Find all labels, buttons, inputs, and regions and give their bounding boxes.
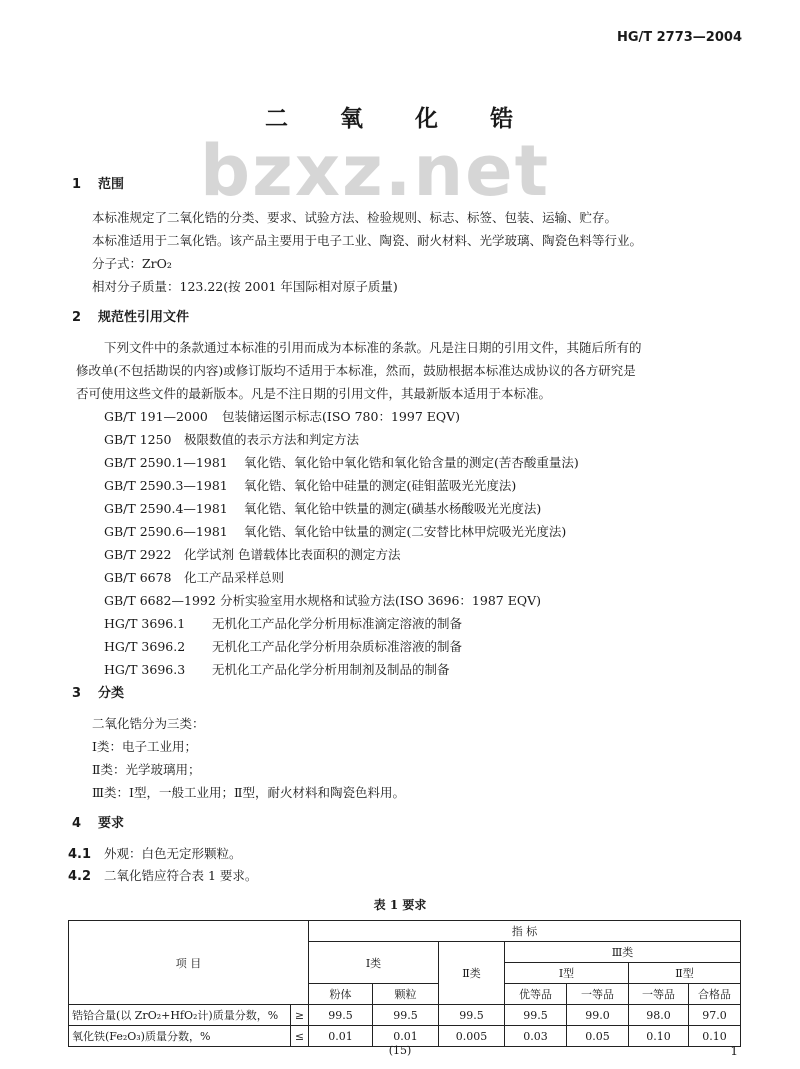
section-2-heading — [72, 306, 189, 325]
table-cell: 0.01 — [309, 1026, 373, 1047]
reference-title: 包装储运图示标志(ISO 780：1997 EQV) — [222, 409, 461, 424]
header-class-3: Ⅲ类 — [505, 942, 741, 963]
header-type-1: Ⅰ型 — [505, 963, 629, 984]
paragraph: 分子式：ZrO₂ — [92, 256, 172, 271]
header-sub: 颗粒 — [373, 984, 439, 1005]
row-item: 锆铪合量(以 ZrO₂+HfO₂计)质量分数，% — [69, 1005, 291, 1026]
row-item: 氧化铁(Fe₂O₃)质量分数，% — [69, 1026, 291, 1047]
reference-code: GB/T 6682—1992 — [104, 593, 216, 608]
section-title: 分类 — [98, 686, 125, 701]
header-sub: 粉体 — [309, 984, 373, 1005]
reference-title: 无机化工产品化学分析用标准滴定溶液的制备 — [212, 616, 463, 631]
reference-item — [104, 637, 462, 655]
clause-text: 二氧化锆应符合表 1 要求。 — [104, 868, 258, 883]
clause-item — [68, 866, 257, 884]
reference-code: HG/T 3696.2 — [104, 639, 186, 654]
table-cell: 99.5 — [309, 1005, 373, 1026]
header-sub: 一等品 — [567, 984, 629, 1005]
header-class-1: Ⅰ类 — [309, 942, 439, 984]
clause-item — [68, 844, 242, 862]
paragraph: 修改单(不包括勘误的内容)或修订版均不适用于本标准，然而，鼓励根据本标准达成协议的各方研究是 — [76, 363, 636, 378]
reference-code: GB/T 2590.1—1981 — [104, 455, 228, 470]
row-comparator: ≤ — [291, 1026, 309, 1047]
section-4-heading — [72, 812, 124, 831]
paragraph: 本标准适用于二氧化锆。该产品主要用于电子工业、陶瓷、耐火材料、光学玻璃、陶瓷色料等行业。 — [92, 233, 643, 248]
table-caption: 表 1 要求 — [373, 898, 427, 912]
paragraph: 相对分子质量：123.22(按 2001 年国际相对原子质量) — [92, 279, 398, 294]
section-title: 范围 — [98, 177, 125, 192]
reference-code: GB/T 1250 — [104, 432, 172, 447]
paragraph: Ⅲ类：Ⅰ型，一般工业用；Ⅱ型，耐火材料和陶瓷色料用。 — [92, 785, 405, 800]
document-title: 二 氧 化 锆 — [264, 105, 536, 132]
reference-code: GB/T 2590.3—1981 — [104, 478, 228, 493]
reference-code: GB/T 2590.6—1981 — [104, 524, 228, 539]
table-cell: 99.5 — [373, 1005, 439, 1026]
reference-title: 氧化锆、氧化铪中硅量的测定(硅钼蓝吸光光度法) — [244, 478, 517, 493]
paragraph: Ⅱ类：光学玻璃用； — [92, 762, 201, 777]
reference-title: 化学试剂 色谱载体比表面积的测定方法 — [184, 547, 401, 562]
paragraph: Ⅰ类：电子工业用； — [92, 739, 197, 754]
table-cell: 99.5 — [439, 1005, 505, 1026]
section-1-heading — [72, 173, 124, 192]
table-header-row — [69, 921, 741, 942]
table-cell: 0.10 — [689, 1026, 741, 1047]
reference-item — [104, 660, 450, 678]
table-cell: 0.10 — [629, 1026, 689, 1047]
table-cell: 97.0 — [689, 1005, 741, 1026]
table-cell: 0.05 — [567, 1026, 629, 1047]
reference-item — [104, 407, 460, 425]
clause-number: 4.1 — [68, 847, 92, 862]
section-title: 要求 — [98, 816, 125, 831]
table-cell: 99.0 — [567, 1005, 629, 1026]
clause-text: 外观：白色无定形颗粒。 — [104, 846, 242, 861]
page-code: (15) — [388, 1044, 412, 1057]
reference-item — [104, 614, 462, 632]
standard-number: HG/T 2773—2004 — [616, 30, 742, 45]
reference-item — [104, 522, 566, 540]
paragraph: 否可使用这些文件的最新版本。凡是不注日期的引用文件，其最新版本适用于本标准。 — [76, 386, 552, 401]
reference-code: HG/T 3696.1 — [104, 616, 186, 631]
reference-title: 氧化锆、氧化铪中钛量的测定(二安替比林甲烷吸光光度法) — [244, 524, 567, 539]
table-cell: 99.5 — [505, 1005, 567, 1026]
reference-item — [104, 499, 541, 517]
page-number: 1 — [730, 1044, 738, 1058]
paragraph: 下列文件中的条款通过本标准的引用而成为本标准的条款。凡是注日期的引用文件，其随后所有的 — [104, 340, 642, 355]
section-title: 规范性引用文件 — [98, 310, 190, 325]
paragraph: 本标准规定了二氧化锆的分类、要求、试验方法、检验规则、标志、标签、包装、运输、贮存。 — [92, 210, 618, 225]
section-number: 1 — [72, 177, 82, 192]
table-row — [69, 1005, 741, 1026]
reference-item — [104, 430, 359, 448]
reference-title: 无机化工产品化学分析用杂质标准溶液的制备 — [212, 639, 463, 654]
reference-title: 极限数值的表示方法和判定方法 — [184, 432, 360, 447]
table-cell: 0.005 — [439, 1026, 505, 1047]
reference-item — [104, 453, 579, 471]
reference-code: GB/T 2922 — [104, 547, 172, 562]
header-sub: 一等品 — [629, 984, 689, 1005]
row-comparator: ≥ — [291, 1005, 309, 1026]
table-cell: 0.03 — [505, 1026, 567, 1047]
reference-title: 分析实验室用水规格和试验方法(ISO 3696：1987 EQV) — [220, 593, 541, 608]
reference-item — [104, 568, 284, 586]
table-cell: 0.01 — [373, 1026, 439, 1047]
reference-title: 氧化锆、氧化铪中铁量的测定(磺基水杨酸吸光光度法) — [244, 501, 542, 516]
header-sub: 优等品 — [505, 984, 567, 1005]
reference-code: GB/T 6678 — [104, 570, 172, 585]
header-type-2: Ⅱ型 — [629, 963, 741, 984]
header-sub: 合格品 — [689, 984, 741, 1005]
reference-item — [104, 545, 400, 563]
requirements-table — [68, 920, 741, 1047]
reference-code: GB/T 2590.4—1981 — [104, 501, 228, 516]
section-3-heading — [72, 682, 124, 701]
reference-title: 无机化工产品化学分析用制剂及制品的制备 — [212, 662, 450, 677]
paragraph: 二氧化锆分为三类： — [92, 716, 205, 731]
table-cell: 98.0 — [629, 1005, 689, 1026]
reference-code: HG/T 3696.3 — [104, 662, 186, 677]
reference-item — [104, 591, 541, 609]
reference-code: GB/T 191—2000 — [104, 409, 208, 424]
clause-number: 4.2 — [68, 869, 92, 884]
section-number: 3 — [72, 686, 82, 701]
watermark: bzxz.net — [200, 130, 551, 212]
header-class-2: Ⅱ类 — [439, 942, 505, 1005]
header-index: 指 标 — [309, 921, 741, 942]
reference-title: 化工产品采样总则 — [184, 570, 285, 585]
header-item: 项 目 — [69, 921, 309, 1005]
reference-title: 氧化锆、氧化铪中氧化锆和氧化铪含量的测定(苦杏酸重量法) — [244, 455, 579, 470]
section-number: 4 — [72, 816, 82, 831]
section-number: 2 — [72, 310, 82, 325]
reference-item — [104, 476, 516, 494]
